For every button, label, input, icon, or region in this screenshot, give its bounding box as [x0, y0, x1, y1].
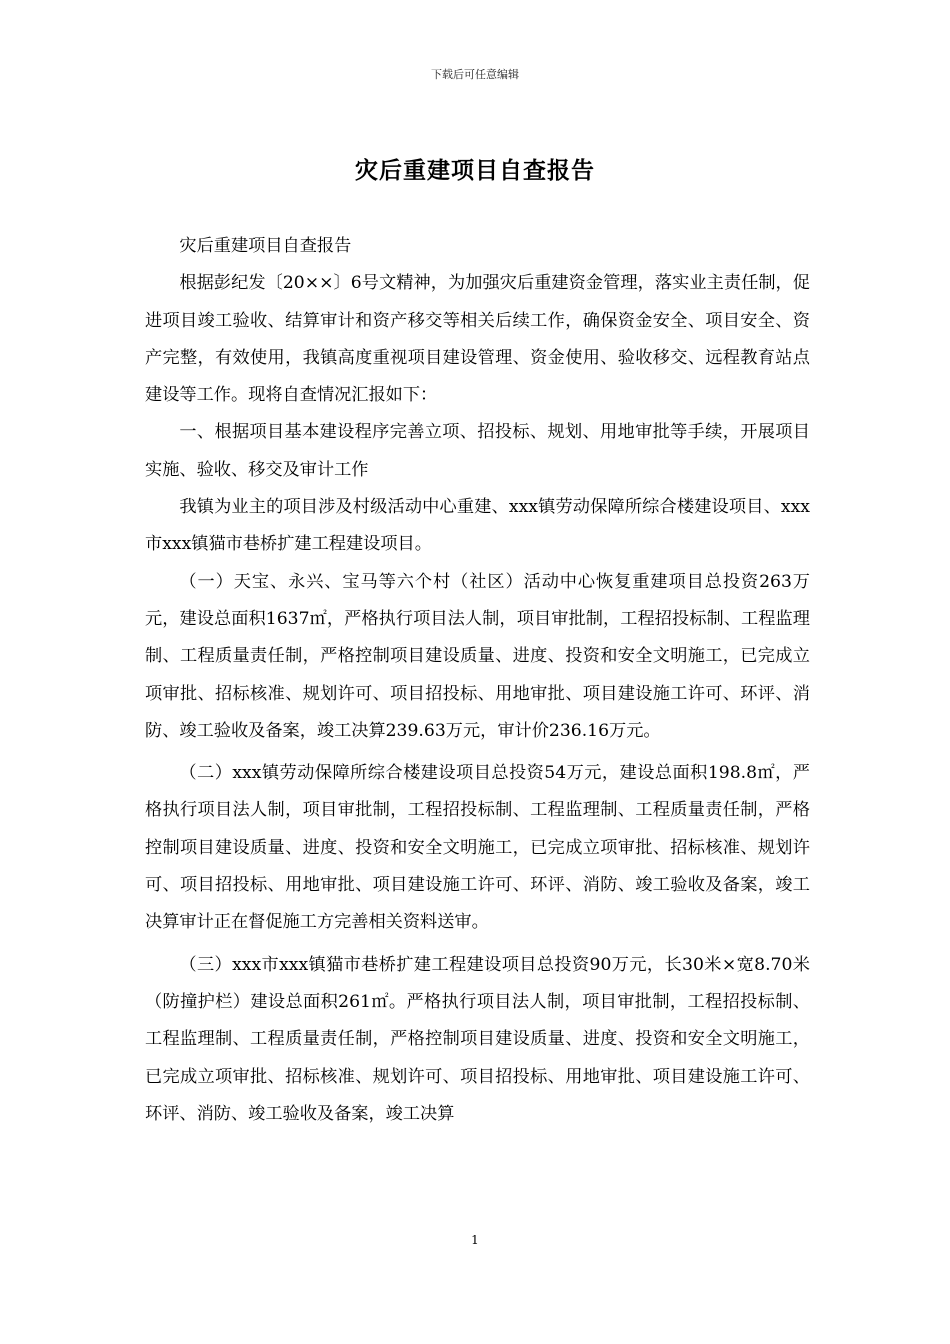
body-paragraph: （三）xxx市xxx镇猫市巷桥扩建工程建设项目总投资90万元，长30米×宽8.70米（防撞护栏）建设总面积261㎡。严格执行项目法人制，项目审批制，工程招投标制、工程监理制、工程质量责任制，严格控制项目建设质量、进度、投资和安全文明施工，已完成立项审批、招标核准、规划许可、项目招投标、用地审批、项目建设施工许可、环评、消防、竣工验收及备案，竣工决算: [145, 954, 810, 1124]
body-paragraph: （一）天宝、永兴、宝马等六个村（社区）活动中心恢复重建项目总投资263万元，建设总面积1637㎡，严格执行项目法人制，项目审批制，工程招投标制、工程监理制、工程质量责任制，严格控制项目建设质量、进度、投资和安全文明施工，已完成立项审批、招标核准、规划许可、项目招投标、用地审批、项目建设施工许可、环评、消防、竣工验收及备案，竣工决算239.63万元，审计价236.16万元。: [145, 571, 810, 741]
body-paragraph: 一、根据项目基本建设程序完善立项、招投标、规划、用地审批等手续，开展项目实施、验收、移交及审计工作: [145, 422, 810, 480]
page-number: 1: [471, 1233, 479, 1247]
body-paragraph: （二）xxx镇劳动保障所综合楼建设项目总投资54万元，建设总面积198.8㎡，严格执行项目法人制，项目审批制，工程招投标制、工程监理制、工程质量责任制，严格控制项目建设质量、进度、投资和安全文明施工，已完成立项审批、招标核准、规划许可、项目招投标、用地审批、项目建设施工许可、环评、消防、竣工验收及备案，竣工决算审计正在督促施工方完善相关资料送审。: [145, 763, 810, 933]
body-paragraph: 灾后重建项目自查报告: [179, 236, 352, 256]
document-title: 灾后重建项目自查报告: [355, 157, 595, 184]
body-paragraph: 我镇为业主的项目涉及村级活动中心重建、xxx镇劳动保障所综合楼建设项目、xxx市xxx镇猫市巷桥扩建工程建设项目。: [145, 497, 810, 555]
header-note: 下载后可任意编辑: [431, 68, 519, 81]
body-paragraph: 根据彭纪发〔20××〕6号文精神，为加强灾后重建资金管理，落实业主责任制，促进项目竣工验收、结算审计和资产移交等相关后续工作，确保资金安全、项目安全、资产完整，有效使用，我镇高度重视项目建设管理、资金使用、验收移交、远程教育站点建设等工作。现将自查情况汇报如下：: [145, 273, 810, 406]
document-body: [145, 228, 810, 1133]
